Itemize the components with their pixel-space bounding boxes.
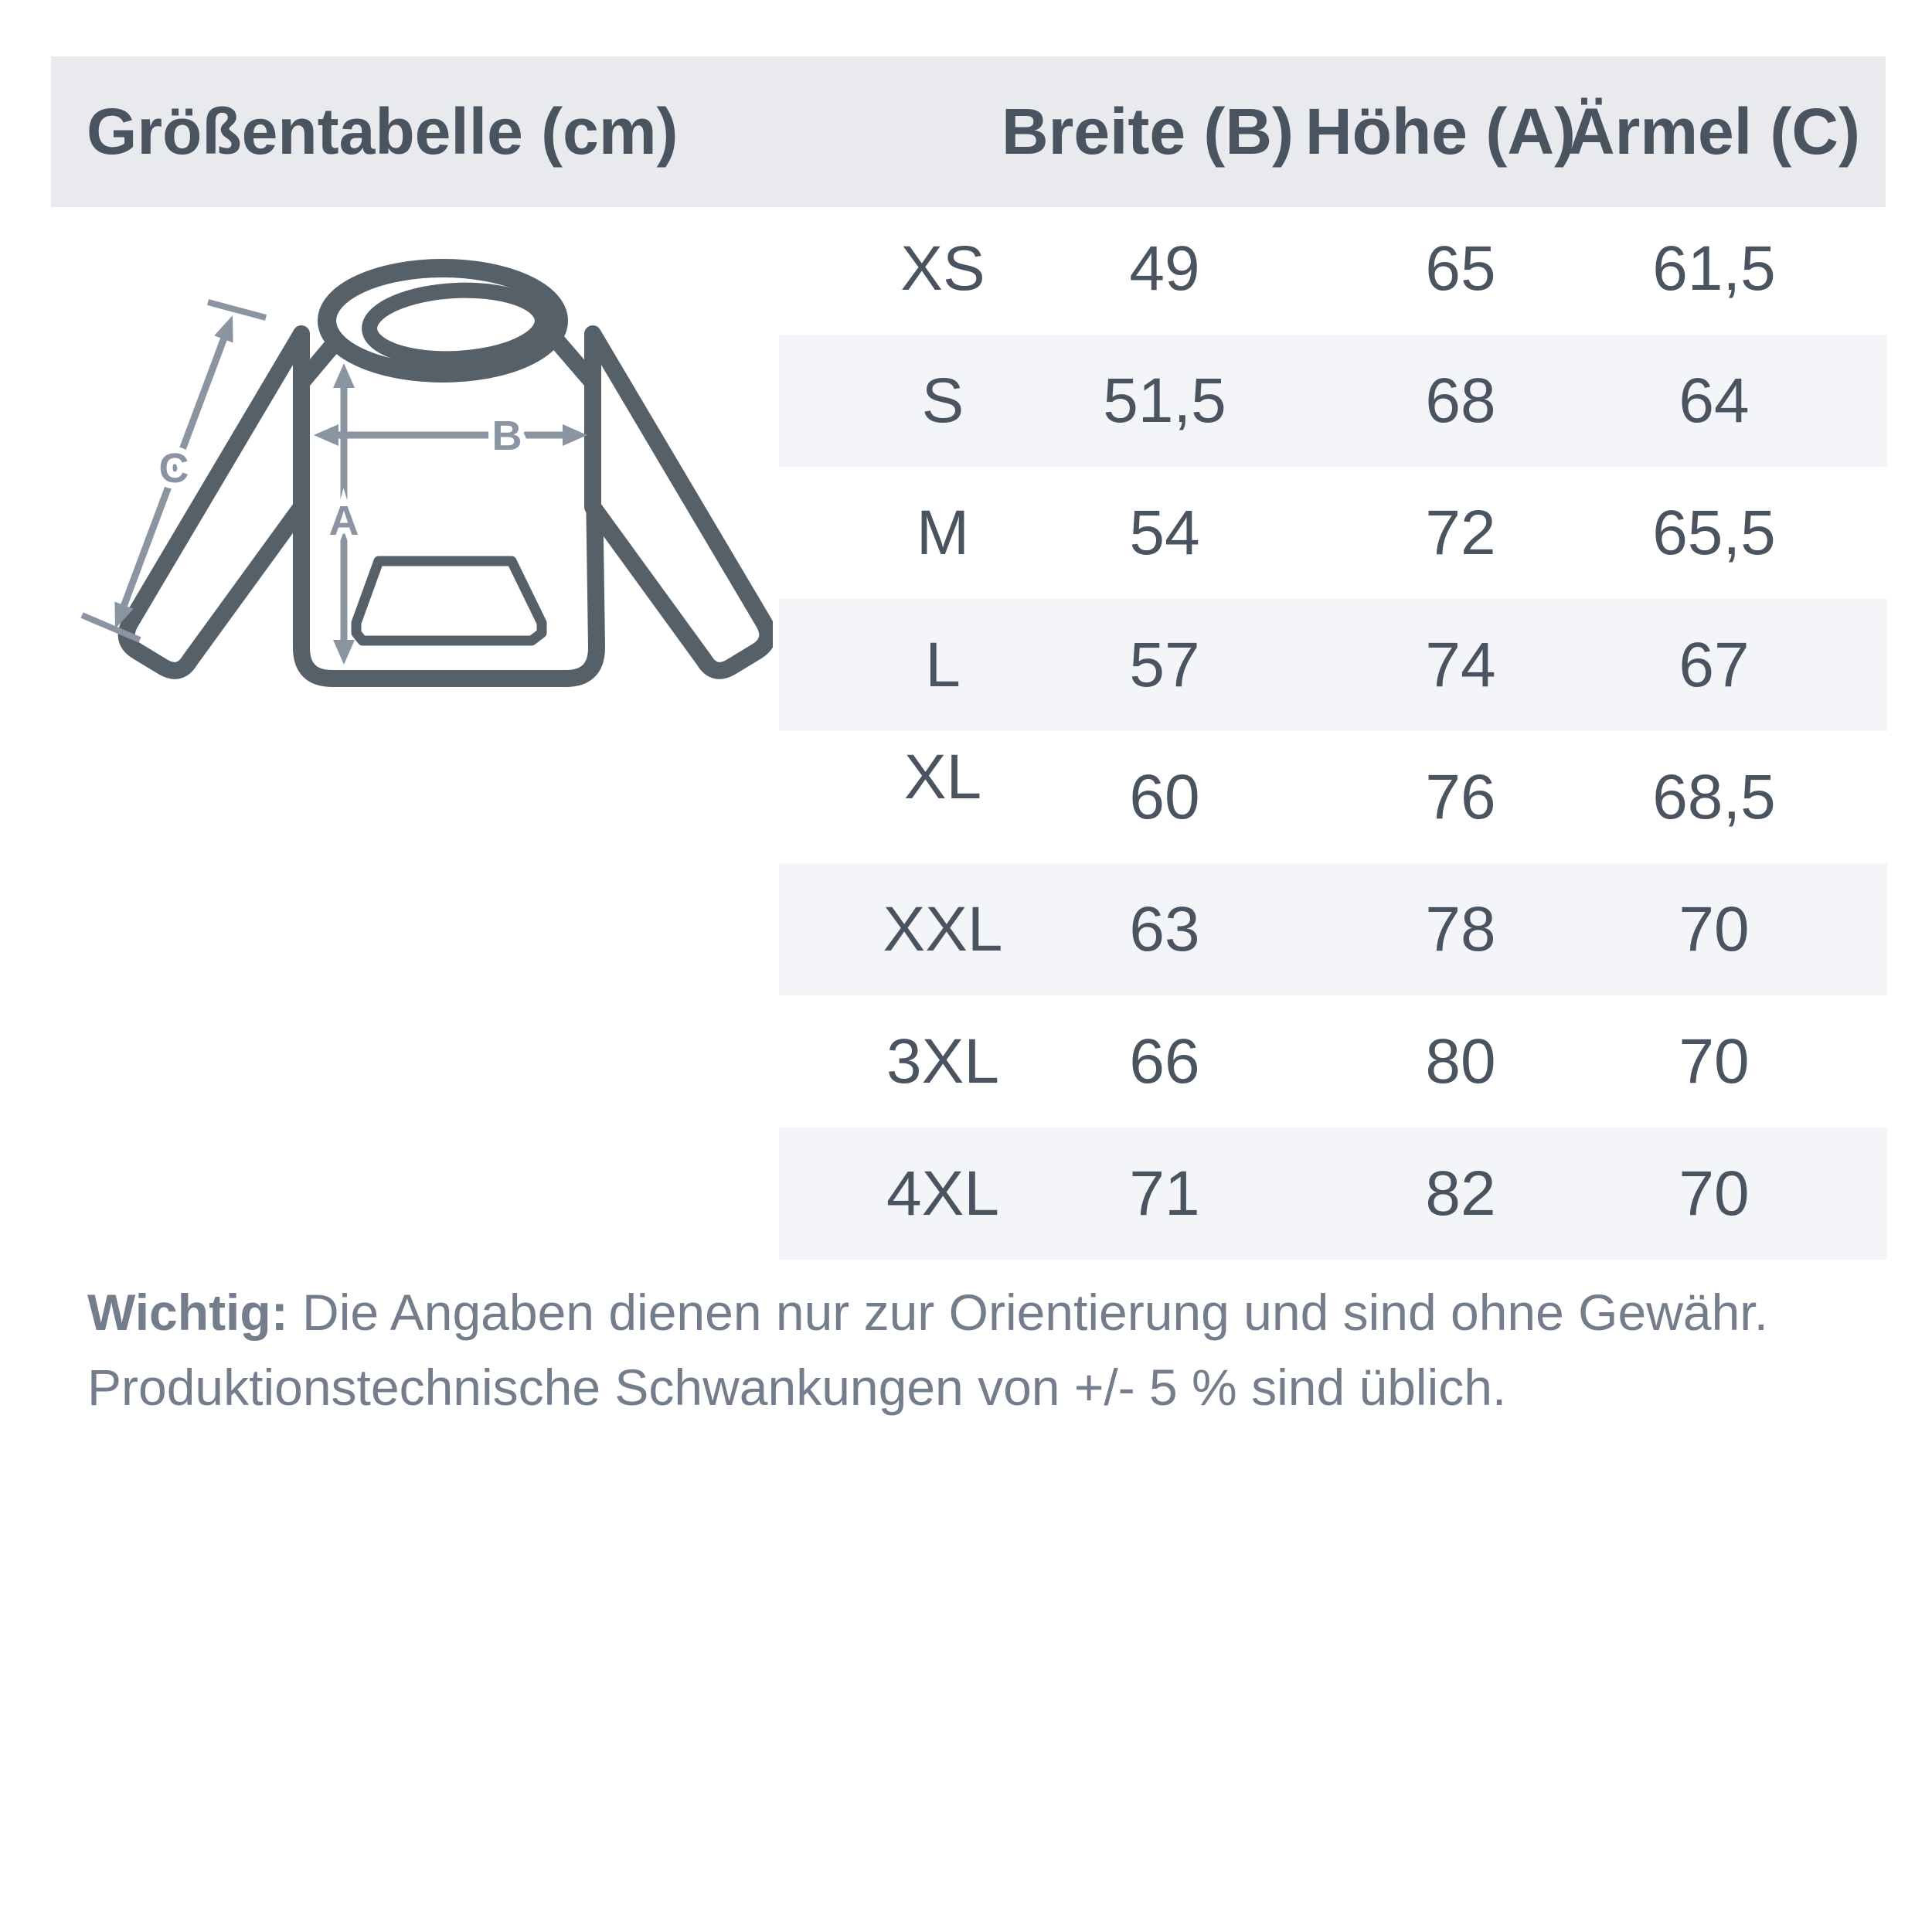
table-header-bar	[51, 56, 1886, 207]
cell-hoehe-value: 78	[1425, 894, 1496, 964]
cell-hoehe-value: 80	[1425, 1026, 1496, 1097]
cell-breite-value: 66	[1129, 1026, 1200, 1097]
cell-hoehe-value: 68	[1425, 366, 1496, 436]
table-row	[0, 467, 1932, 599]
label-c: C	[158, 445, 189, 492]
cell-size-label: XXL	[883, 894, 1003, 964]
disclaimer-line2: Produktionstechnische Schwankungen von +/- 5 % sind üblich.	[87, 1359, 1507, 1416]
cell-aermel-value: 61,5	[1652, 233, 1776, 304]
label-a: A	[328, 498, 359, 544]
disclaimer-label: Wichtig:	[87, 1284, 288, 1341]
cell-size-label: XS	[900, 233, 985, 304]
cell-aermel-value: 65,5	[1652, 498, 1776, 568]
cell-breite-value: 54	[1129, 498, 1200, 568]
cell-breite-value: 63	[1129, 894, 1200, 964]
cell-aermel-value: 70	[1679, 1026, 1750, 1097]
column-header-aermel: Ärmel (C)	[1567, 95, 1861, 168]
table-row	[0, 995, 1932, 1128]
column-header-hoehe: Höhe (A)	[1305, 95, 1576, 168]
cell-aermel-value: 64	[1679, 366, 1750, 436]
table-row	[0, 863, 1932, 995]
column-header-breite: Breite (B)	[1001, 95, 1294, 168]
size-table	[0, 202, 1932, 1260]
cell-aermel-value: 70	[1679, 894, 1750, 964]
table-row	[0, 202, 1932, 335]
cell-size-label: M	[916, 498, 970, 568]
cell-breite-value: 49	[1129, 233, 1200, 304]
cell-hoehe-value: 72	[1425, 498, 1496, 568]
cell-aermel-value: 68,5	[1652, 762, 1776, 832]
disclaimer-note	[87, 1275, 1865, 1425]
cell-breite-value: 60	[1129, 762, 1200, 832]
cell-breite-value: 57	[1129, 630, 1200, 700]
cell-hoehe-value: 82	[1425, 1158, 1496, 1229]
cell-hoehe-value: 74	[1425, 630, 1496, 700]
table-row	[0, 1128, 1932, 1260]
page-title: Größentabelle (cm)	[87, 95, 679, 168]
cell-hoehe-value: 76	[1425, 762, 1496, 832]
cell-size-label: XL	[903, 742, 982, 812]
cell-size-label: 4XL	[886, 1158, 999, 1229]
cell-size-label: 3XL	[886, 1026, 999, 1097]
label-b: B	[492, 413, 522, 459]
cell-aermel-value: 70	[1679, 1158, 1750, 1229]
cell-aermel-value: 67	[1679, 630, 1750, 700]
disclaimer-line1: Die Angaben dienen nur zur Orientierung und sind ohne Gewähr.	[287, 1284, 1768, 1341]
cell-size-label: L	[925, 630, 961, 700]
cell-hoehe-value: 65	[1425, 233, 1496, 304]
table-row	[0, 335, 1932, 467]
cell-size-label: S	[921, 366, 964, 436]
cell-breite-value: 51,5	[1103, 366, 1226, 436]
table-row	[0, 731, 1932, 863]
cell-breite-value: 71	[1129, 1158, 1200, 1229]
